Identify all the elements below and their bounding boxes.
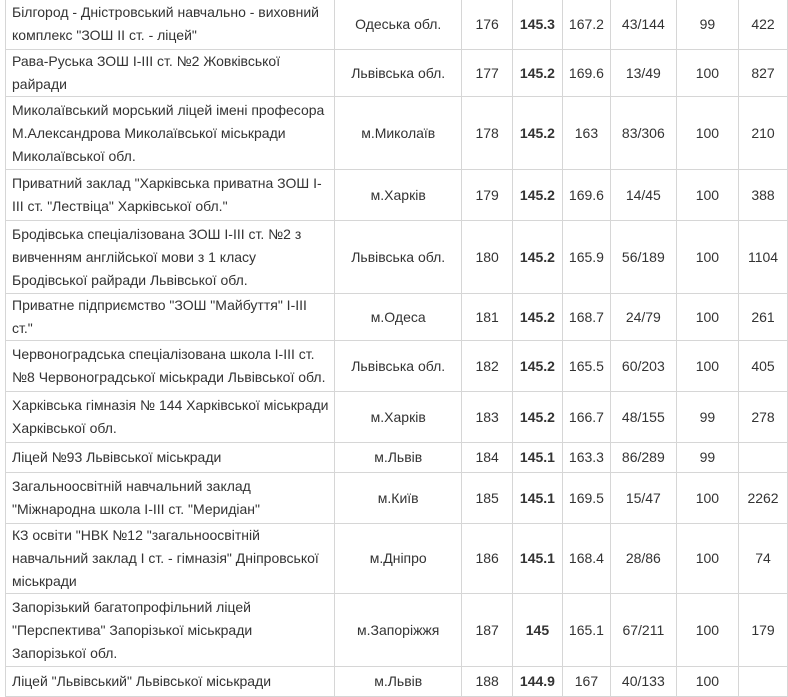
pupils-cell: 1104 — [739, 221, 788, 294]
ratio-cell: 83/306 — [610, 97, 676, 170]
region-cell: Львівська обл. — [335, 341, 462, 392]
max-score-cell: 166.7 — [562, 392, 610, 443]
rank-cell: 188 — [462, 667, 513, 697]
max-score-cell: 163 — [562, 97, 610, 170]
rank-cell: 180 — [462, 221, 513, 294]
school-name-cell: Харківська гімназія № 144 Харківської міськради Харківської обл. — [6, 392, 335, 443]
rank-cell: 186 — [462, 524, 513, 594]
percent-cell: 99 — [676, 392, 738, 443]
percent-cell: 99 — [676, 443, 738, 473]
max-score-cell: 163.3 — [562, 443, 610, 473]
score-cell: 145.2 — [512, 392, 562, 443]
percent-cell: 100 — [676, 667, 738, 697]
region-cell: м.Харків — [335, 170, 462, 221]
table-row — [6, 0, 788, 50]
table-row — [6, 594, 788, 667]
region-cell: м.Запоріжжя — [335, 594, 462, 667]
ratio-cell: 48/155 — [610, 392, 676, 443]
rank-cell: 187 — [462, 594, 513, 667]
percent-cell: 100 — [676, 341, 738, 392]
percent-cell: 100 — [676, 473, 738, 524]
percent-cell: 100 — [676, 524, 738, 594]
max-score-cell: 165.1 — [562, 594, 610, 667]
rank-cell: 178 — [462, 97, 513, 170]
region-cell: м.Дніпро — [335, 524, 462, 594]
max-score-cell: 168.4 — [562, 524, 610, 594]
max-score-cell: 165.5 — [562, 341, 610, 392]
school-name-cell: Білгород - Дністровський навчально - виховний комплекс "ЗОШ ІІ ст. - ліцей" — [6, 0, 335, 50]
table-row — [6, 524, 788, 594]
school-name-cell: Запорізький багатопрофільний ліцей "Перспектива" Запорізької міськради Запорізької обл. — [6, 594, 335, 667]
score-cell: 145 — [512, 594, 562, 667]
region-cell: м.Львів — [335, 667, 462, 697]
rank-cell: 176 — [462, 0, 513, 50]
pupils-cell: 827 — [739, 50, 788, 97]
pupils-cell: 2262 — [739, 473, 788, 524]
ratio-cell: 43/144 — [610, 0, 676, 50]
rank-cell: 181 — [462, 294, 513, 341]
ratio-cell: 28/86 — [610, 524, 676, 594]
ratio-cell: 56/189 — [610, 221, 676, 294]
table-row — [6, 294, 788, 341]
region-cell: Львівська обл. — [335, 221, 462, 294]
table-row — [6, 97, 788, 170]
region-cell: м.Миколаїв — [335, 97, 462, 170]
table-row — [6, 667, 788, 697]
rank-cell: 179 — [462, 170, 513, 221]
score-cell: 145.1 — [512, 443, 562, 473]
ratio-cell: 13/49 — [610, 50, 676, 97]
table-body — [6, 0, 788, 697]
region-cell: м.Київ — [335, 473, 462, 524]
percent-cell: 100 — [676, 594, 738, 667]
ratio-cell: 14/45 — [610, 170, 676, 221]
table-row — [6, 473, 788, 524]
pupils-cell — [739, 667, 788, 697]
school-name-cell: Миколаївський морський ліцей імені професора М.Александрова Миколаївської міськради Миколаївської обл. — [6, 97, 335, 170]
max-score-cell: 168.7 — [562, 294, 610, 341]
pupils-cell: 179 — [739, 594, 788, 667]
rank-cell: 182 — [462, 341, 513, 392]
ratio-cell: 40/133 — [610, 667, 676, 697]
score-cell: 145.2 — [512, 170, 562, 221]
school-name-cell: КЗ освіти "НВК №12 "загальноосвітній навчальний заклад І ст. - гімназія" Дніпровської міськради — [6, 524, 335, 594]
pupils-cell: 261 — [739, 294, 788, 341]
score-cell: 145.2 — [512, 97, 562, 170]
score-cell: 145.1 — [512, 524, 562, 594]
pupils-cell: 422 — [739, 0, 788, 50]
percent-cell: 100 — [676, 221, 738, 294]
school-name-cell: Ліцей №93 Львівської міськради — [6, 443, 335, 473]
max-score-cell: 169.6 — [562, 170, 610, 221]
score-cell: 145.2 — [512, 50, 562, 97]
ratio-cell: 67/211 — [610, 594, 676, 667]
pupils-cell: 74 — [739, 524, 788, 594]
score-cell: 144.9 — [512, 667, 562, 697]
school-name-cell: Загальноосвітній навчальний заклад "Міжнародна школа І-ІІІ ст. "Меридіан" — [6, 473, 335, 524]
pupils-cell: 388 — [739, 170, 788, 221]
school-name-cell: Ліцей "Львівський" Львівської міськради — [6, 667, 335, 697]
table-row — [6, 341, 788, 392]
percent-cell: 100 — [676, 170, 738, 221]
score-cell: 145.3 — [512, 0, 562, 50]
ratio-cell: 24/79 — [610, 294, 676, 341]
max-score-cell: 169.5 — [562, 473, 610, 524]
pupils-cell: 210 — [739, 97, 788, 170]
pupils-cell: 405 — [739, 341, 788, 392]
school-name-cell: Приватне підприємство "ЗОШ "Майбуття" І-ІІІ ст." — [6, 294, 335, 341]
table-row — [6, 50, 788, 97]
table-row — [6, 170, 788, 221]
percent-cell: 100 — [676, 294, 738, 341]
max-score-cell: 167 — [562, 667, 610, 697]
score-cell: 145.2 — [512, 221, 562, 294]
score-cell: 145.2 — [512, 341, 562, 392]
rank-cell: 177 — [462, 50, 513, 97]
pupils-cell: 278 — [739, 392, 788, 443]
percent-cell: 99 — [676, 0, 738, 50]
max-score-cell: 169.6 — [562, 50, 610, 97]
pupils-cell — [739, 443, 788, 473]
table-row — [6, 221, 788, 294]
table-row — [6, 443, 788, 473]
ratio-cell: 15/47 — [610, 473, 676, 524]
school-name-cell: Бродівська спеціалізована ЗОШ І-ІІІ ст. №2 з вивченням англійської мови з 1 класу Бродівської райради Львівської обл. — [6, 221, 335, 294]
max-score-cell: 167.2 — [562, 0, 610, 50]
ratio-cell: 60/203 — [610, 341, 676, 392]
region-cell: Одеська обл. — [335, 0, 462, 50]
score-cell: 145.2 — [512, 294, 562, 341]
rank-cell: 184 — [462, 443, 513, 473]
region-cell: м.Львів — [335, 443, 462, 473]
table-row — [6, 392, 788, 443]
max-score-cell: 165.9 — [562, 221, 610, 294]
percent-cell: 100 — [676, 97, 738, 170]
rank-cell: 185 — [462, 473, 513, 524]
school-name-cell: Рава-Руська ЗОШ І-ІІІ ст. №2 Жовківської райради — [6, 50, 335, 97]
school-name-cell: Приватний заклад "Харківська приватна ЗОШ І-ІІІ ст. "Лествіца" Харківської обл." — [6, 170, 335, 221]
school-name-cell: Червоноградська спеціалізована школа І-ІІІ ст. №8 Червоноградської міськради Львівської обл. — [6, 341, 335, 392]
region-cell: Львівська обл. — [335, 50, 462, 97]
score-cell: 145.1 — [512, 473, 562, 524]
region-cell: м.Харків — [335, 392, 462, 443]
ratio-cell: 86/289 — [610, 443, 676, 473]
rank-cell: 183 — [462, 392, 513, 443]
region-cell: м.Одеса — [335, 294, 462, 341]
percent-cell: 100 — [676, 50, 738, 97]
rating-table — [5, 0, 788, 697]
